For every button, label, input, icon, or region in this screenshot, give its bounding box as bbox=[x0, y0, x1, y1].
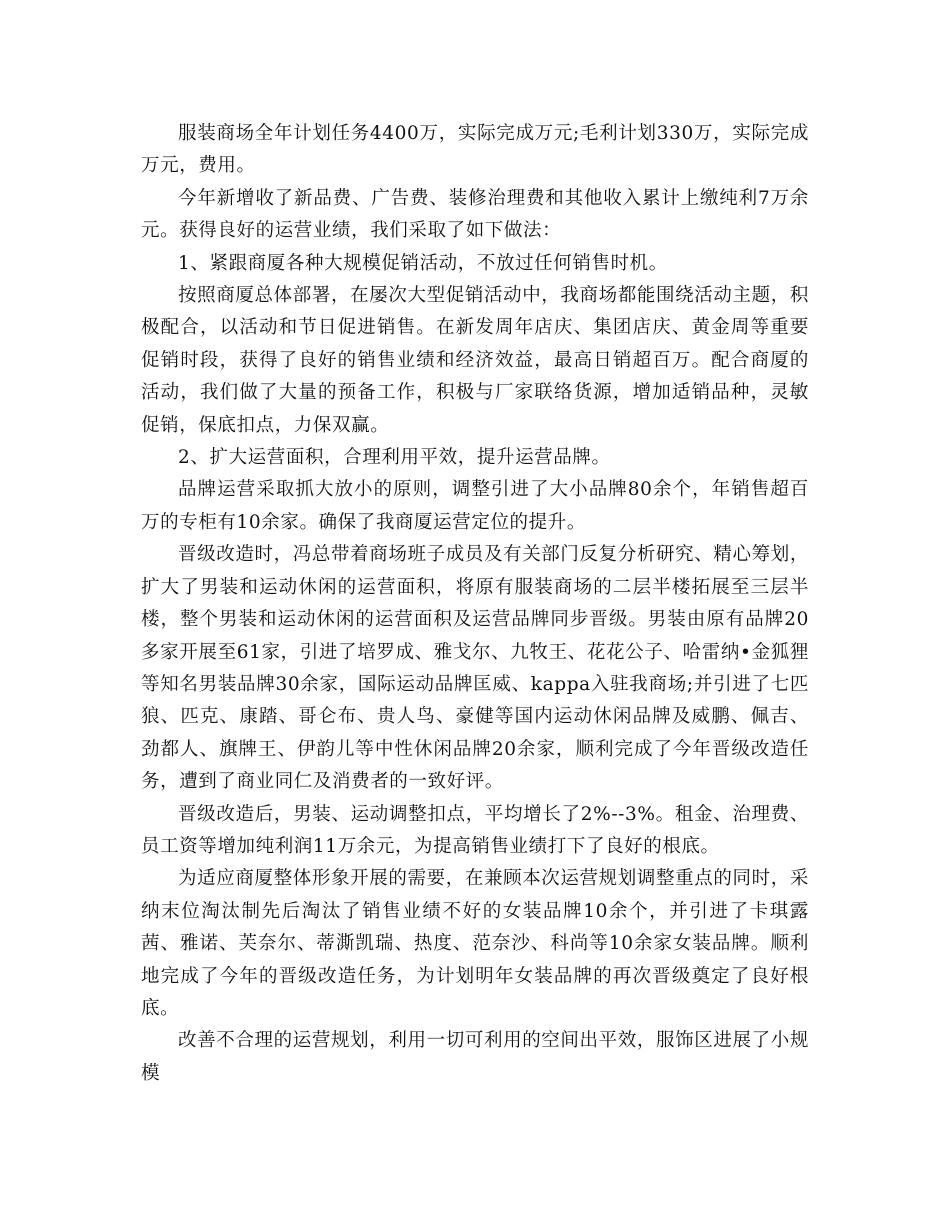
paragraph-promotions: 按照商厦总体部署，在屡次大型促销活动中，我商场都能围绕活动主题，积极配合，以活动和节日促进销售。在新发周年店庆、集团店庆、黄金周等重要促销时段，获得了良好的销售业绩和经济效益，最高日销超百万。配合商厦的活动，我们做了大量的预备工作，积极与厂家联络货源，增加适销品种，灵敏促销，保底扣点，力保双赢。 bbox=[141, 285, 809, 436]
paragraph-after-upgrade: 晋级改造后，男装、运动调整扣点，平均增长了2%--3%。租金、治理费、员工资等增加纯利润11万余元，为提高销售业绩打下了良好的根底。 bbox=[141, 803, 809, 857]
paragraph-sales-targets: 服装商场全年计划任务4400万，实际完成万元;毛利计划330万，实际完成万元，费用。 bbox=[141, 123, 809, 177]
paragraph-point-2-heading: 2、扩大运营面积，合理利用平效，提升运营品牌。 bbox=[178, 447, 611, 469]
paragraph-new-income: 今年新增收了新品费、广告费、装修治理费和其他收入累计上缴纯利7万余元。获得良好的运营业绩，我们采取了如下做法： bbox=[141, 187, 809, 242]
document-body bbox=[141, 118, 809, 1090]
paragraph-upgrade-renovation: 晋级改造时，冯总带着商场班子成员及有关部门反复分析研究、精心筹划，扩大了男装和运动休闲的运营面积，将原有服装商场的二层半楼拓展至三层半楼，整个男装和运动休闲的运营面积及运营品牌同步晋级。男装由原有品牌20多家开展至61家，引进了培罗成、雅戈尔、九牧王、花花公子、哈雷纳•金狐狸等知名男装品牌30余家，国际运动品牌匡威、kappa入驻我商场;并引进了七匹狼、匹克、康踏、哥仑布、贵人鸟、豪健等国内运动休闲品牌及威鹏、佩吉、劲都人、旗牌王、伊韵儿等中性休闲品牌20余家，顺利完成了今年晋级改造任务，遭到了商业同仁及消费者的一致好评。 bbox=[141, 544, 809, 793]
paragraph-womenswear-adjustment: 为适应商厦整体形象开展的需要，在兼顾本次运营规划调整重点的同时，采纳末位淘汰制先后淘汰了销售业绩不好的女装品牌10余个，并引进了卡琪露茜、雅诺、芙奈尔、蒂澌凯瑞、热度、范奈沙、科尚等10余家女装品牌。顺利地完成了今年的晋级改造任务，为计划明年女装品牌的再次晋级奠定了良好根底。 bbox=[141, 868, 809, 1019]
paragraph-brand-operation: 品牌运营采取抓大放小的原则，调整引进了大小品牌80余个，年销售超百万的专柜有10余家。确保了我商厦运营定位的提升。 bbox=[141, 479, 809, 533]
paragraph-layout-improvement: 改善不合理的运营规划，利用一切可利用的空间出平效，服饰区进展了小规模 bbox=[141, 1030, 809, 1084]
paragraph-point-1-heading: 1、紧跟商厦各种大规模促销活动，不放过任何销售时机。 bbox=[178, 252, 668, 274]
